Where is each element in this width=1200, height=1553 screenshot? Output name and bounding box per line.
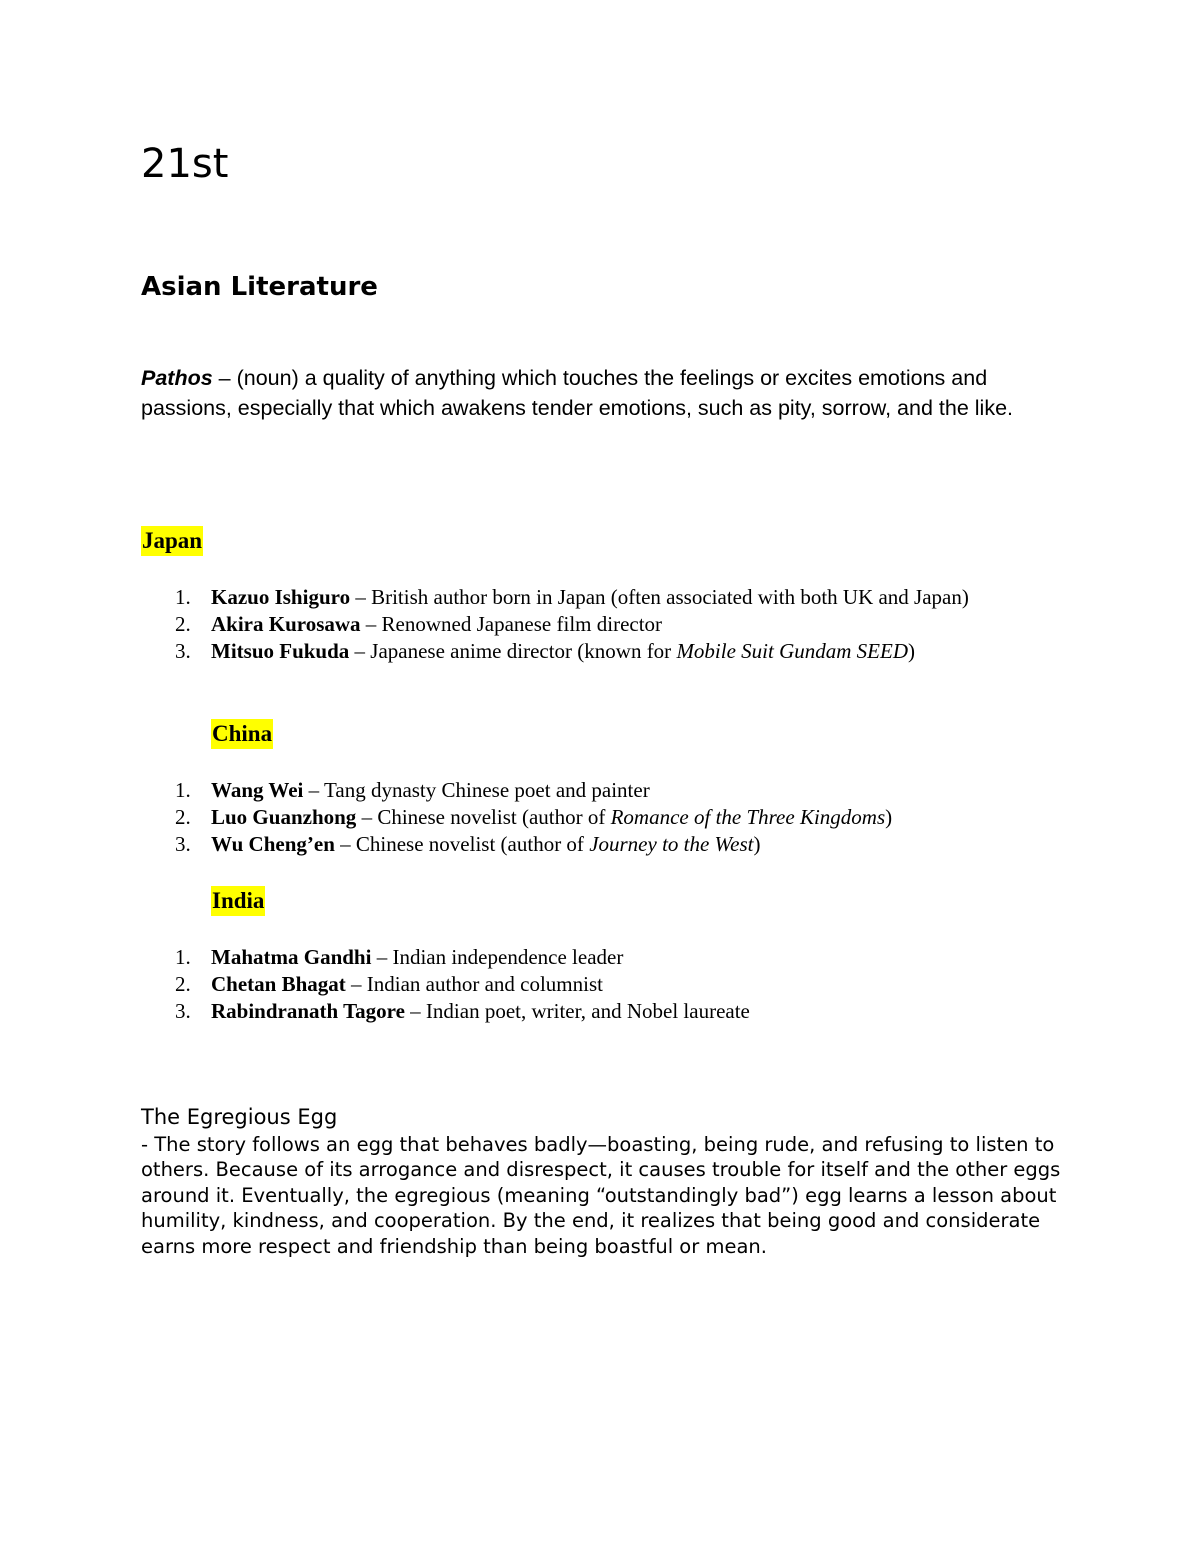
person-description: – Chinese novelist (author of	[334, 832, 590, 856]
person-description: – Tang dynasty Chinese poet and painter	[303, 778, 650, 802]
list-number: 3.	[175, 832, 191, 856]
person-name: Rabindranath Tagore	[211, 999, 405, 1023]
work-title: Journey to the West	[589, 832, 754, 856]
list-number: 2.	[175, 612, 191, 636]
list-number: 2.	[175, 805, 191, 829]
list-item	[175, 804, 1031, 831]
list-number: 1.	[175, 778, 191, 802]
document-title: 21st	[141, 141, 229, 187]
closing-paren: )	[908, 639, 915, 663]
list-number: 2.	[175, 972, 191, 996]
closing-paren: )	[753, 832, 761, 856]
pathos-term: Pathos	[141, 366, 213, 390]
person-name: Kazuo Ishiguro	[211, 585, 351, 609]
list-item	[175, 638, 1031, 665]
closing-paren: )	[885, 805, 893, 829]
list-item	[175, 971, 1031, 998]
work-title: Mobile Suit Gundam SEED	[676, 639, 908, 663]
person-description: – British author born in Japan (often associated with both UK and Japan)	[350, 585, 969, 609]
work-title: Romance of the Three Kingdoms	[610, 805, 886, 829]
person-description: – Chinese novelist (author of	[356, 805, 611, 829]
person-description: – Indian independence leader	[371, 945, 624, 969]
person-name: Luo Guanzhong	[211, 805, 357, 829]
egg-story-summary: - The story follows an egg that behaves badly—boasting, being rude, and refusing to listen to others. Because of its arrogance and disrespect, it causes trouble for itself and the other eggs around it. Eventually, the egregious (meaning “outstandingly bad”) egg learns a lesson about humility, kindness, and cooperation. By the end, it realizes that being good and considerate earns more respect and friendship than being boastful or mean.	[141, 1133, 1061, 1258]
person-name: Wang Wei	[211, 778, 304, 802]
list-item	[175, 998, 1031, 1025]
india-list	[175, 944, 1031, 1025]
list-item	[175, 944, 1031, 971]
egg-story-title: The Egregious Egg	[141, 1105, 338, 1129]
person-description: – Renowned Japanese film director	[360, 612, 663, 636]
section-heading-india: India	[211, 886, 265, 916]
list-number: 1.	[175, 585, 191, 609]
section-heading-japan: Japan	[141, 526, 203, 556]
japan-list	[175, 584, 1031, 665]
list-number: 1.	[175, 945, 191, 969]
person-name: Wu Cheng’en	[211, 832, 335, 856]
person-name: Mitsuo Fukuda	[211, 639, 350, 663]
list-item	[175, 584, 1031, 611]
list-item	[175, 611, 1031, 638]
person-description: – Indian author and columnist	[345, 972, 603, 996]
list-number: 3.	[175, 999, 191, 1023]
pathos-definition	[141, 364, 1071, 423]
person-description: – Indian poet, writer, and Nobel laureate	[404, 999, 750, 1023]
person-name: Mahatma Gandhi	[211, 945, 372, 969]
pathos-text: – (noun) a quality of anything which touches the feelings or excites emotions and passions, especially that which awakens tender emotions, such as pity, sorrow, and the like.	[141, 366, 1013, 420]
person-name: Akira Kurosawa	[211, 612, 361, 636]
person-name: Chetan Bhagat	[211, 972, 346, 996]
section-heading-china: China	[211, 719, 273, 749]
list-number: 3.	[175, 639, 191, 663]
person-description: – Japanese anime director (known for	[349, 639, 677, 663]
document-subtitle: Asian Literature	[141, 272, 378, 302]
list-item	[175, 831, 1031, 858]
list-item	[175, 777, 1031, 804]
china-list	[175, 777, 1031, 858]
